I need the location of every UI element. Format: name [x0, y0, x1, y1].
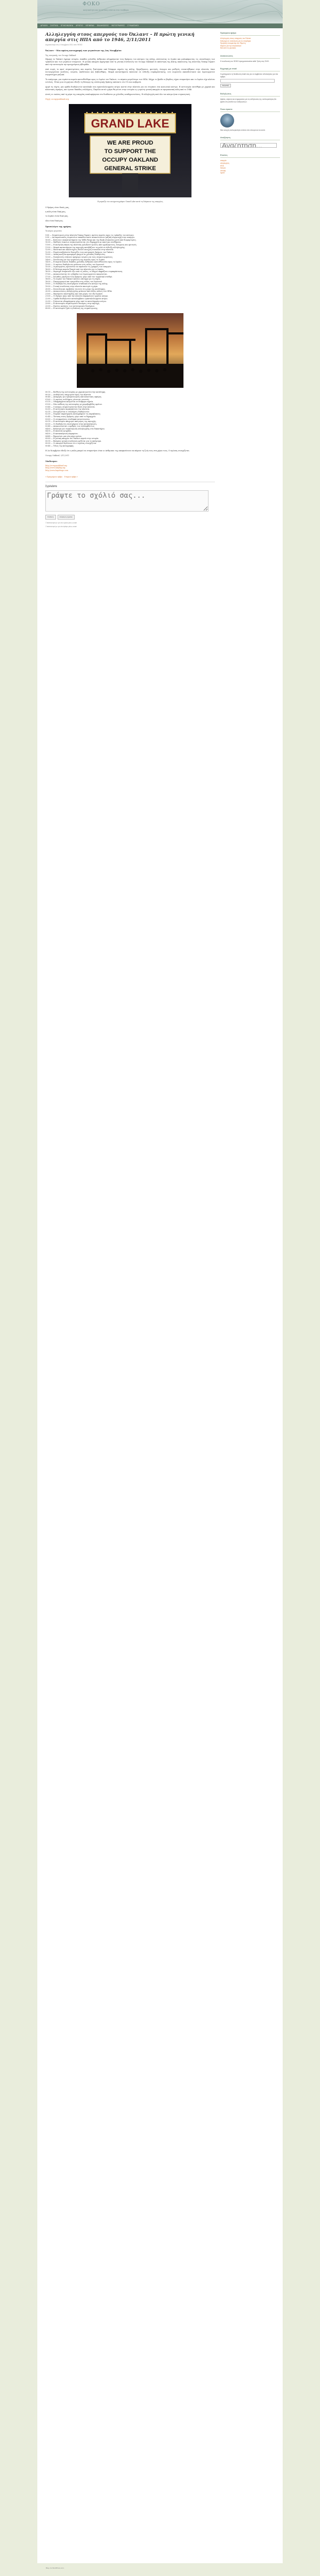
search-title: Αναζήτηση [220, 137, 280, 140]
timeline-entry: 05:30 — Οι απεργοί δηλώνουν ότι ο αγώνας συνεχίζεται. [45, 442, 97, 445]
search-widget [220, 137, 280, 149]
timeline-entry: 14:00 — Συνέλευση για την οργάνωση της πορείας προς το λιμάνι. [45, 258, 106, 261]
notify-posts-label: Ειδοποίησέ με για νέα άρθρα μέσω email. [47, 525, 77, 528]
announcements-widget [220, 55, 280, 62]
timeline-entry: 21:30 — Οι δρόμοι γύρω από την πλατεία παραμένουν γεμάτοι κόσμο. [45, 295, 108, 298]
footer-link[interactable]: http://www.bayofrage.com [45, 469, 68, 472]
post-paragraph: Από νωρίς το πρωί συγκεντρώσεις και πορείες ξεκίνησαν από διάφορα σημεία της πόλης. Εργαζόμενοι, φοιτητές, άνεργοι και μαθητές συναντήθηκαν στην πλατεία, όπου λειτουργούσαν κουζίνες, ιατρεία, παιδότοποι και βιβλιοθήκες. Μικρά καταστήματα έκλεισαν σε ένδειξη συμπαράστασης, ενώ σωματεία εκπαιδευτικών και λιμενεργατών συμμετείχαν μαζικά. [45, 68, 215, 76]
tag-link[interactable]: αλληλεγγύη [220, 162, 229, 164]
timeline-entry: 15:30 — Λιμενεργάτες αρνούνται να περάσουν τις γραμμές των απεργών. [45, 266, 112, 268]
timeline-entry: 23:30 — Πρώτες κινήσεις των αστυνομικών δυνάμεων. [45, 305, 95, 307]
search-input[interactable] [220, 143, 277, 148]
grand-lake-marquee-image [69, 104, 191, 197]
source-link[interactable]: Πηγή: occupyoakland.org [45, 98, 69, 100]
poem-line: όλα είναι δικά μας. [45, 219, 63, 222]
timeline-entry: 23:00 — Η αστυνομία συγκεντρώνει δυνάμεις στην περιοχή. [45, 302, 100, 305]
timeline-entry: 01:30 — Νέα επίθεση της αστυνομίας με χειροβομβίδες κρότου. [45, 403, 102, 405]
post-title[interactable]: Αλληλεγγύη στους απεργούς του Όκλαντ – Η πρώτη γενική απεργία στις ΗΠΑ από το 1946, 2/11/2011 [45, 31, 195, 42]
next-post-link[interactable]: Επόμενο άρθρο » [64, 476, 78, 478]
timeline-entry: 01:00 — Οι πρώτες συλλήψεις γίνονται γνωστές. [45, 398, 90, 401]
announcements-title: Ανακοινώσεις [220, 55, 280, 59]
timeline-entry: 03:45 — Ανακοινώνεται ο αριθμός των συλληφθέντων. [45, 425, 95, 428]
recent-post-link[interactable]: Προβολή ντοκιμαντέρ την Πέμπτη [220, 42, 246, 45]
timeline-entry: 17:00 — Ανακοινώνεται ότι η βάρδια των λιμενεργατών ακυρώνεται. [45, 273, 108, 276]
image-caption: Η μαρκίζα του κινηματογράφου Grand Lake κατά τη διάρκεια της απεργίας [97, 201, 163, 203]
links-label: Σύνδεσμοι: [45, 460, 58, 462]
post-paragraph: Το απόγευμα, μια τεράστια πορεία κατευθύνθηκε προς το λιμάνι του Όκλαντ, το πέμπτο μεγαλύτερο των ΗΠΑ. Μέχρι το βράδυ οι βάρδιες είχαν σταματήσει και το λιμάνι είχε κλείσει εντελώς. Ήταν μια στιγμή που έδειξε τη δύναμη της συλλογικής δράσης απέναντι στο 1% που κυβερνά. [45, 78, 215, 83]
timeline-entry: 03:15 — Η αστυνομία αποχωρεί από μέρος της περιοχής. [45, 420, 97, 423]
subscribe-button[interactable]: Εγγραφή [220, 84, 231, 87]
sidebar [220, 32, 280, 180]
about-title: Ποιοι είμαστε [220, 108, 280, 112]
timeline-entry: 02:15 — Συνεχίζονται οι συλλήψεις διαδηλωτών. [45, 410, 90, 413]
notify-comments-checkbox[interactable]: ☐ Ειδοποίησέ με για νέα σχόλια μέσω email. [45, 522, 77, 524]
site-description: κινητικότητα και αντίσταση ενάντια στα ντουβάρια [83, 9, 129, 11]
timeline-entry: 02:30 — Νομικοί παρατηρητές καταγράφουν τις παραβιάσεις. [45, 413, 101, 416]
timeline-entry: 13:30 — Νοσηλευτές στήνουν πρόχειρο ιατρείο για τους συγκεντρωμένους. [45, 256, 114, 258]
timeline-entry: 18:00 — Το λιμάνι του Όκλαντ κλείνει επίσημα για τη νύχτα. [45, 278, 101, 281]
comment-section [45, 482, 215, 528]
events-text: Αφίσες, κείμενα και ενημερώσεις για τις εκδηλώσεις της συλλογικότητας θα βρείτε στη σελίδα των εκδηλώσεων. [220, 98, 277, 103]
post-paragraph: Σήμερα το Όκλαντ έγραψε ιστορία. Δεκάδες χιλιάδες άνθρωποι πλημμύρισαν τους δρόμους του κέντρου της πόλης, κλείνοντας το λιμάνι και μπλοκάροντας τις συναλλαγές των τραπεζών και των μεγάλων εταιρειών. Η γενική απεργία κηρύχτηκε από τη γενική συνέλευση του Occupy Oakland σε απάντηση της βίαιης εκκένωσης της πλατείας Όσκαρ Γκραντ από την αστυνομία την προηγούμενη εβδομάδα. [45, 58, 215, 66]
tag-link[interactable]: απεργία [220, 159, 227, 162]
recent-post-link[interactable]: Αλληλεγγύη στους απεργούς του Όκλαντ [220, 37, 251, 39]
footer-credit[interactable]: Blog στο WordPress.com. [46, 2567, 65, 2569]
timeline-entry: 00:45 — Αναφορές για τραυματισμούς από πλαστικές σφαίρες. [45, 396, 102, 398]
email-subscribe-title: Εγγραφή με email [220, 68, 280, 71]
recent-post-link[interactable]: Νέα από τις φυλακές [220, 47, 236, 50]
port-illustration [77, 313, 183, 388]
nav-item-photos[interactable]: ΦΩΤΟΓΡΑΦΊΕΣ [111, 25, 125, 27]
login-button[interactable]: Σύνδεση [45, 515, 56, 520]
timeline-title: Χρονολόγιο της ημέρας [45, 225, 71, 228]
post-meta: Δημοσιεύτηκε στις 4 Νοεμβρίου 2011 από ΦΟΚΟ [45, 44, 83, 46]
notify-posts-checkbox[interactable]: ☐ Ειδοποίησέ με για νέα άρθρα μέσω email. [45, 525, 77, 528]
marquee-illustration [69, 104, 191, 197]
poem-line: η πόλη είναι δική μας, [45, 211, 66, 213]
poem-line: το λιμάνι είναι δικό μας, [45, 215, 69, 218]
marquee-line: TO SUPPORT THE [104, 148, 156, 155]
timeline-entry: 01:45 — Ο κόσμος συγκεντρώνεται ξανά στην πλατεία. [45, 405, 95, 408]
timeline-entry: 18:30 — Πανηγυρισμοί και τραγούδια στις πύλες του λιμανιού. [45, 280, 103, 283]
page-footer [37, 2563, 283, 2576]
timeline-entry: 19:30 — Γενική συνέλευση στην πλατεία αποτιμά τη μέρα. [45, 285, 98, 288]
timeline-entry: 20:30 — Ανακοινώσεις αλληλεγγύης φτάνουν από άλλες πόλεις των ΗΠΑ. [45, 290, 113, 293]
comment-textarea[interactable] [45, 490, 209, 512]
header-decoration-icon [37, 0, 283, 23]
previous-post-link[interactable]: « Προηγούμενο άρθρο [45, 476, 62, 478]
timeline-entry: 05:00 — Η γενική απεργία του Όκλαντ περνά στην ιστορία. [45, 437, 99, 440]
timeline-entry: 04:15 — Η πλατεία ησυχάζει. [45, 430, 72, 433]
timeline-entry: 03:00 — Οι συγκρούσεις σταδιακά εκτονώνονται. [45, 418, 91, 420]
timeline-entry: 19:00 — Οι διαδηλωτές επιστρέφουν σταδιακά στο κέντρο της πόλης. [45, 283, 108, 285]
recent-post-link[interactable]: Κείμενο για την κινητικότητα [220, 44, 242, 47]
timeline-entry: 13:00 — Λαϊκή κουζίνα προσφέρει φαγητό σε χιλιάδες διαδηλωτές. [45, 253, 106, 256]
nav-item-home[interactable]: ΑΡΧΙΚΉ [41, 25, 48, 27]
timeline-entry: 04:00 — Κάλεσμα για συγκέντρωση αλληλεγγύης στα δικαστήρια. [45, 427, 105, 430]
timeline-entry: 15:00 — Οι πρώτοι διαδηλωτές φτάνουν στις πύλες του λιμανιού. [45, 263, 105, 266]
tag-link[interactable]: occupy [220, 169, 226, 172]
tags-title: Ετικέτες [220, 154, 280, 158]
announcements-text: Η συνέλευση του ΦΟΚΟ πραγματοποιείται κάθε Τρίτη στις 20:00. [220, 60, 269, 62]
marquee-line: OCCUPY OAKLAND [102, 157, 158, 163]
timeline-entry: 10:30 — Μαθητές λυκείων συγκεντρώνονται στο δημαρχείο με πανό και συνθήματα. [45, 241, 122, 244]
timeline-entry: 12:00 — Μουσικοί και καλλιτέχνες δίνουν ανοιχτή συναυλία στην πλατεία. [45, 249, 114, 251]
events-widget [220, 93, 280, 103]
timeline-entry: 21:00 — Μηνύματα υποστήριξης και από χώρες του εξωτερικού. [45, 292, 103, 295]
post-paragraph: Αργά τη νύχτα, μια ομάδα διαδηλωτών κατέλαβε ένα εγκαταλελειμμένο κτίριο κοντά στην πλατεία για να στεγάσει ένα κοινωνικό κέντρο. Η αστυνομία επιτέθηκε με χημικά και πλαστικές σφαίρες, και έγιναν δεκάδες συλλήψεις. Παρόλα αυτά η μέρα θα μείνει στην ιστορία ως η πρώτη γενική απεργία σε αμερικανική πόλη από το 1946. [45, 86, 215, 91]
main-content [45, 32, 215, 529]
marquee-line: GENERAL STRIKE [104, 165, 156, 172]
timeline-entry: 01:15 — Οδοφράγματα καίγονται σε διάφορα σημεία. [45, 401, 94, 403]
tag-link[interactable]: Όκλαντ [220, 167, 226, 170]
post-navigation [45, 476, 215, 478]
port-night-image [77, 313, 183, 388]
post-intro-label: Της επιτροπής του Occupy Oakland [45, 54, 76, 57]
timeline-entry: 03:30 — Οι διαδηλωτές επιστρέφουν στην κατασκήνωση. [45, 422, 97, 425]
comment-title: Σχολιάστε [45, 485, 58, 489]
site-title[interactable]: ΦΟΚΟ [83, 2, 100, 7]
email-input[interactable] [220, 79, 275, 83]
signoff: Occupy Oakland, 3/11/2011 [45, 454, 69, 457]
avatar[interactable] [220, 114, 234, 127]
footer-link[interactable]: http://www.indybay.org [45, 467, 66, 469]
timeline-entry: 16:30 — Φορτηγά σταματούν έξω από τις πύλες, οι οδηγοί εκφράζουν συμπαράσταση. [45, 270, 123, 273]
nav-item-archive[interactable]: ΑΡΧΕΊΟ [76, 25, 83, 27]
timeline-entry: 17:30 — Χιλιάδες γεμίζουν τους δρόμους γύρω από τον τερματικό σταθμό. [45, 275, 113, 278]
timeline-entry: 05:15 — Επόμενη γενική συνέλευση ορίζεται για το απόγευμα. [45, 440, 102, 442]
timeline-entry: 11:00 — Η κεντρική σκηνή της πλατείας φιλοξενεί ομιλίες από εργαζόμενους, άνεργους και φοιτητές. [45, 243, 137, 246]
timeline-subtitle: Τα κύρια γεγονότα [45, 229, 62, 232]
timeline-entry: 11:30 — Μικρά καταστήματα της περιοχής κατεβάζουν τα ρολά σε ένδειξη αλληλεγγύης. [45, 246, 126, 249]
recent-post-link[interactable]: Κάλεσμα σε συνέλευση για τα ντουβάρια [220, 39, 251, 42]
tag-link[interactable]: λιμάνι [220, 172, 225, 174]
timeline-entry: 14:30 — Η πορεία ξεκινά, δεκάδες χιλιάδες άνθρωποι κατευθύνονται προς το λιμάνι. [45, 261, 122, 264]
nav-item-texts[interactable]: ΚΕΊΜΕΝΑ [85, 25, 94, 27]
timeline-entry: 20:00 — Συναυλία και προβολές ταινιών στο χώρο της κατάληψης. [45, 288, 106, 290]
timeline-entry: 16:00 — Η δεύτερη πορεία ξεκινά από την πλατεία για το λιμάνι. [45, 268, 104, 270]
nav-item-links[interactable]: ΣΎΝΔΕΣΜΟΙ [127, 25, 139, 27]
tags-widget [220, 154, 280, 174]
nav-item-contact[interactable]: ΕΠΙΚΟΙΝΩΝΊΑ [60, 25, 74, 27]
about-text: Μια ανοιχτή συλλογικότητα ενάντια στα σύνορα και τα κελιά. [220, 129, 266, 131]
main-navigation [37, 23, 283, 28]
post-heading: Όκλαντ – Μια πρώτη καταγραφή των γεγονότων της 2ας Νοεμβρίου [45, 50, 122, 52]
timeline-entry: 22:30 — Στήνονται οδοφράγματα γύρω από το κατειλημμένο κτίριο. [45, 300, 107, 302]
email-subscribe-widget [220, 68, 280, 87]
timeline-entry: 04:45 — Ξημερώνει μια νέα μέρα αγώνα. [45, 435, 82, 437]
site-header [37, 0, 283, 23]
timeline-entry: 04:30 — Η κατασκήνωση παραμένει. [45, 433, 78, 435]
about-widget [220, 108, 280, 131]
events-title: Εκδηλώσεις [220, 93, 280, 97]
timeline-entry: 9:00 — Συγκέντρωση στην πλατεία Όσκαρ Γκραντ, πρώτες πορείες προς τις τράπεζες του κέντρου. [45, 234, 134, 236]
email-subscribe-text: Συμπληρώστε τη διεύθυνση email σας για να λαμβάνετε ειδοποιήσεις για νέα άρθρα. [220, 73, 278, 78]
timeline-list [45, 234, 215, 310]
timeline-entry: 05:45 — Τέλος της καταγραφής. [45, 445, 75, 448]
poem [45, 206, 215, 222]
marquee-top-text: GRAND LAKE [91, 117, 170, 130]
timeline-entry: 10:00 — Κλείνουν υποκαταστήματα της Wells Fargo και της Bank of America μετά από διαμαρτυρίες. [45, 238, 137, 241]
timeline-entry: 12:30 — Πορεία ποδηλατών διασχίζει τους κεντρικούς δρόμους του Όκλαντ. [45, 251, 115, 253]
timeline-entry: 02:00 — Η αστυνομία περικυκλώνει την πλατεία. [45, 408, 90, 411]
nav-item-about[interactable]: ΣΧΕΤΙΚΆ [50, 25, 58, 27]
post-paragraph: Αυτές οι εικόνες από τη μέρα της απεργίας κυκλοφόρησαν στο διαδίκτυο με χιλιάδες αναδημοσιεύσεις. Η αλληλεγγύη από όλο τον κόσμο ήταν συγκινητική. [45, 93, 190, 95]
notify-comments-label: Ειδοποίησέ με για νέα σχόλια μέσω email. [47, 522, 77, 524]
recent-posts-title: Πρόσφατα άρθρα [220, 32, 280, 36]
timeline-entry: 02:45 — Ένταση στους δρόμους γύρω από το δημαρχείο. [45, 415, 97, 418]
recent-posts-widget [220, 32, 280, 50]
post-comment-button[interactable]: Ανάρτηση σχολίου [58, 515, 75, 520]
marquee-line: WE ARE PROUD [107, 140, 154, 146]
timeline-entry: 9:30 — Αντιπροσωπείες σωματείων εκπαιδευτικών ανακοινώνουν μαζική συμμετοχή στην απεργία. [45, 236, 135, 239]
timeline-entry: 00:00 — Η αστυνομία ζητά τη διάλυση της συγκέντρωσης. [45, 307, 98, 310]
timeline-entry: 00:15 — Επίθεση της αστυνομίας με χημικά κοντά στην κατάληψη. [45, 390, 106, 393]
tag-link[interactable]: ΗΠΑ [220, 164, 224, 167]
closing-paragraph: Η 2α Νοεμβρίου έδειξε ότι η πόλη μπορεί να σταματήσει όταν οι άνθρωποι της αποφασίσουν να πάρουν τη ζωή τους στα χέρια τους. Ο αγώνας συνεχίζεται. [45, 449, 190, 452]
footer-link[interactable]: http://occupyoakland.org [45, 464, 67, 467]
timeline-entry: 22:00 — Ομάδα διαδηλωτών καταλαμβάνει εγκαταλελειμμένο κτίριο. [45, 298, 108, 300]
timeline-entry: 00:30 — Διαδηλωτές υποχωρούν προς την πλατεία. [45, 393, 92, 396]
night-timeline-list [45, 391, 215, 448]
poem-line: Ο δρόμος είναι δικός μας, [45, 206, 69, 209]
nav-item-events[interactable]: ΕΚΔΗΛΏΣΕΙΣ [97, 25, 109, 27]
